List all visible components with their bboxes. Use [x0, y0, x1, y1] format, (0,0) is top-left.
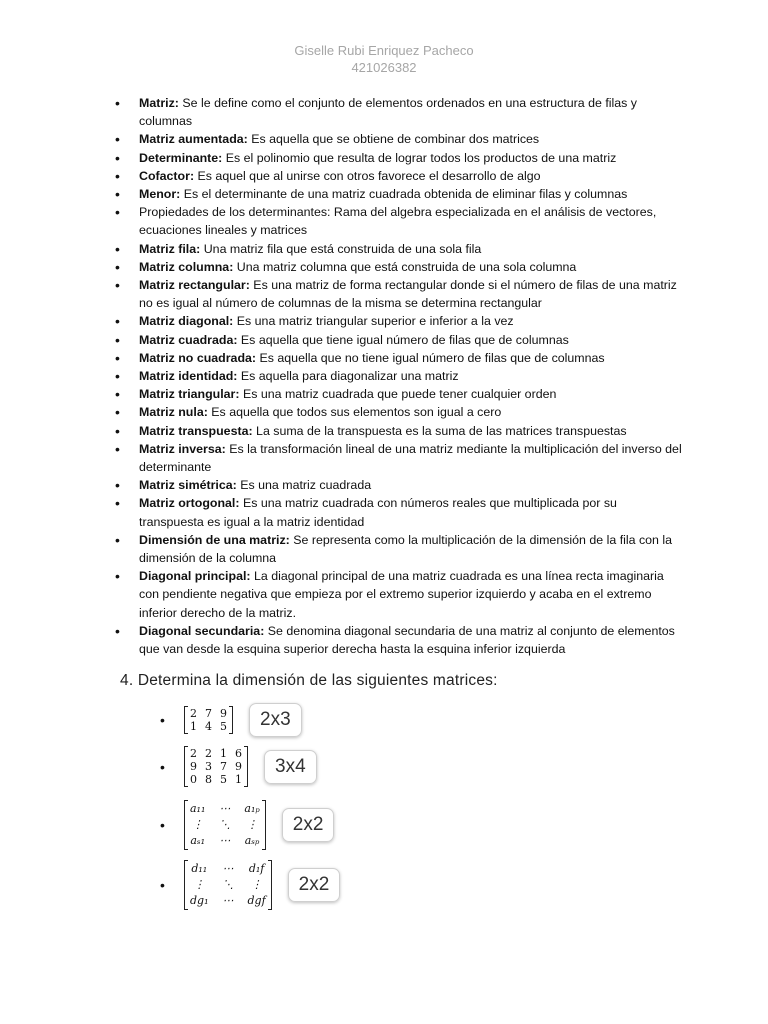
matrix-cell: 7	[220, 760, 227, 773]
definition-text: Es aquella que se obtiene de combinar dos matrices	[247, 132, 540, 147]
matrix-cell: 1	[190, 720, 197, 733]
matrix-cell: ⋯	[219, 802, 231, 815]
definition-term: Diagonal principal:	[139, 569, 251, 584]
definition-item	[115, 494, 685, 530]
bullet-icon: •	[160, 817, 165, 833]
definition-item	[115, 531, 685, 567]
matrix-cell: dgf	[247, 894, 266, 907]
matrix-cell: 7	[205, 707, 212, 720]
matrix-cell: ⋱	[222, 878, 234, 891]
definition-text: Es una matriz cuadrada que puede tener cualquier orden	[239, 387, 557, 402]
matrix-d-general	[184, 860, 272, 910]
matrix-cell: d₁f	[248, 862, 265, 875]
answer-box: 3x4	[264, 750, 317, 784]
definition-text: Una matriz fila que está construida de una sola fila	[200, 241, 482, 256]
matrix-cell: a₁ₚ	[244, 802, 260, 815]
matrix-cell: 5	[220, 773, 227, 786]
definition-text: Una matriz columna que está construida de una sola columna	[233, 259, 577, 274]
matrix-cell: ⋮	[251, 878, 263, 891]
matrix-cell: 2	[190, 707, 197, 720]
definition-text: Es una matriz cuadrada con números reales que multiplicada por su transpuesta es igual a la matriz identidad	[139, 496, 617, 529]
bullet-icon: •	[160, 877, 165, 893]
definition-text: Es el polinomio que resulta de lograr todos los productos de una matriz	[222, 150, 617, 165]
definition-item	[115, 622, 685, 658]
definition-item	[115, 203, 685, 239]
definition-term: Cofactor:	[139, 168, 195, 183]
matrix-2x3	[184, 706, 233, 734]
definition-term: Matriz identidad:	[139, 369, 238, 384]
bullet-icon: •	[160, 758, 165, 775]
matrix-cell: ⋮	[192, 818, 204, 831]
matrix-cell: 3	[205, 760, 212, 773]
matrix-cell: a₁₁	[190, 802, 206, 815]
matrix-3x4	[184, 746, 248, 787]
answer-box: 2x3	[249, 703, 302, 737]
matrix-cell: 5	[220, 720, 227, 733]
answer-box: 2x2	[288, 868, 341, 902]
definition-item	[115, 422, 685, 440]
matrix-cell: 1	[235, 773, 242, 786]
page-header	[0, 42, 768, 76]
definition-item	[115, 403, 685, 421]
definition-term: Matriz inversa:	[139, 441, 226, 456]
definition-term: Determinante:	[139, 150, 223, 165]
matrix-cell: 6	[235, 747, 242, 760]
matrix-a-general	[184, 800, 266, 850]
definition-item	[115, 130, 685, 148]
matrix-cell: 9	[235, 760, 242, 773]
matrix-item	[160, 860, 340, 910]
definition-term: Matriz rectangular:	[139, 278, 250, 293]
definition-term: Matriz fila:	[139, 241, 201, 256]
definition-text: La diagonal principal de una matriz cuadrada es una línea recta imaginaria con pendiente negativa que empieza por el extremo superior izquierdo y acaba en el extremo inferior derecho de la matriz.	[139, 569, 664, 620]
definition-text: Es aquella que todos sus elementos son igual a cero	[207, 405, 502, 420]
matrix-cell: aₛₚ	[244, 834, 260, 847]
definition-text: Es aquella que no tiene igual número de filas que de columnas	[256, 350, 605, 365]
definition-text: Propiedades de los determinantes: Rama del algebra especializada en el análisis de vectores, ecuaciones lineales y matrices	[139, 205, 657, 238]
definition-text: Es una matriz de forma rectangular donde si el número de filas de una matriz no es igual al número de columnas de la misma se determina rectangular	[139, 278, 677, 311]
matrix-cell: ⋯	[222, 862, 234, 875]
definition-item	[115, 349, 685, 367]
definition-item	[115, 240, 685, 258]
definition-term: Matriz nula:	[139, 405, 208, 420]
matrix-cell: d₁₁	[191, 862, 208, 875]
matrix-cell: 2	[190, 747, 197, 760]
matrix-cell: ⋯	[222, 894, 234, 907]
matrix-cell: dg₁	[190, 894, 209, 907]
matrix-cell: 4	[205, 720, 212, 733]
definition-item	[115, 385, 685, 403]
definition-text: Es aquel que al unirse con otros favorece el desarrollo de algo	[194, 168, 541, 183]
definition-term: Matriz triangular:	[139, 387, 240, 402]
definition-text: Es el determinante de una matriz cuadrada obtenida de eliminar filas y columnas	[180, 187, 628, 202]
definition-item	[115, 331, 685, 349]
definition-text: Es una matriz cuadrada	[236, 478, 372, 493]
definition-term: Diagonal secundaria:	[139, 623, 265, 638]
definition-item	[115, 476, 685, 494]
definition-term: Matriz columna:	[139, 259, 234, 274]
matrix-item	[160, 746, 317, 787]
definition-item	[115, 94, 685, 130]
matrix-cell: ⋮	[193, 878, 205, 891]
bullet-icon: •	[160, 712, 165, 728]
matrix-cell: aₛ₁	[190, 834, 206, 847]
definition-term: Matriz cuadrada:	[139, 332, 238, 347]
matrix-cell: ⋱	[219, 818, 231, 831]
definition-item	[115, 167, 685, 185]
definition-text: Se le define como el conjunto de elementos ordenados en una estructura de filas y columnas	[139, 96, 637, 129]
definition-term: Matriz aumentada:	[139, 132, 248, 147]
answer-box: 2x2	[282, 808, 335, 842]
matrix-item	[160, 800, 334, 850]
matrix-cell: 1	[220, 747, 227, 760]
definition-item	[115, 258, 685, 276]
author-name: Giselle Rubi Enriquez Pacheco	[294, 43, 474, 58]
definition-term: Matriz ortogonal:	[139, 496, 240, 511]
definition-text: Es aquella para diagonalizar una matriz	[237, 369, 459, 384]
definition-item	[115, 185, 685, 203]
definition-term: Matriz simétrica:	[139, 478, 237, 493]
matrix-cell: 9	[190, 760, 197, 773]
definition-text: Es la transformación lineal de una matriz mediante la multiplicación del inverso del determinante	[139, 441, 682, 475]
matrix-item	[160, 703, 302, 737]
definition-term: Menor:	[139, 187, 181, 202]
definition-text: La suma de la transpuesta es la suma de las matrices transpuestas	[252, 423, 627, 438]
definition-text: Se denomina diagonal secundaria de una matriz al conjunto de elementos que van desde la esquina superior derecha hasta la esquina inferior izquierda	[139, 623, 675, 657]
definition-item	[115, 367, 685, 385]
definition-text: Es aquella que tiene igual número de filas que de columnas	[237, 332, 569, 347]
definition-item	[115, 312, 685, 330]
matrix-cell: ⋮	[246, 818, 258, 831]
definition-term: Matriz no cuadrada:	[139, 350, 257, 365]
matrix-cell: 2	[205, 747, 212, 760]
definition-term: Matriz diagonal:	[139, 314, 234, 329]
matrix-cell: 9	[220, 707, 227, 720]
definition-item	[115, 567, 685, 622]
matrix-cell: 0	[190, 773, 197, 786]
exercise-title: 4. Determina la dimensión de las siguientes matrices:	[120, 672, 498, 689]
definition-item	[115, 276, 685, 312]
definitions-list	[115, 94, 685, 658]
matrix-cell: 8	[205, 773, 212, 786]
matrix-cell: ⋯	[219, 834, 231, 847]
student-id: 421026382	[351, 60, 417, 75]
definition-item	[115, 440, 685, 476]
definition-term: Matriz:	[139, 96, 179, 110]
definition-text: Se representa como la multiplicación de la dimensión de la fila con la dimensión de la columna	[139, 532, 673, 566]
definition-text: Es una matriz triangular superior e inferior a la vez	[233, 314, 514, 329]
definition-term: Dimensión de una matriz:	[139, 532, 290, 547]
definition-term: Matriz transpuesta:	[139, 423, 253, 438]
definition-item	[115, 149, 685, 167]
